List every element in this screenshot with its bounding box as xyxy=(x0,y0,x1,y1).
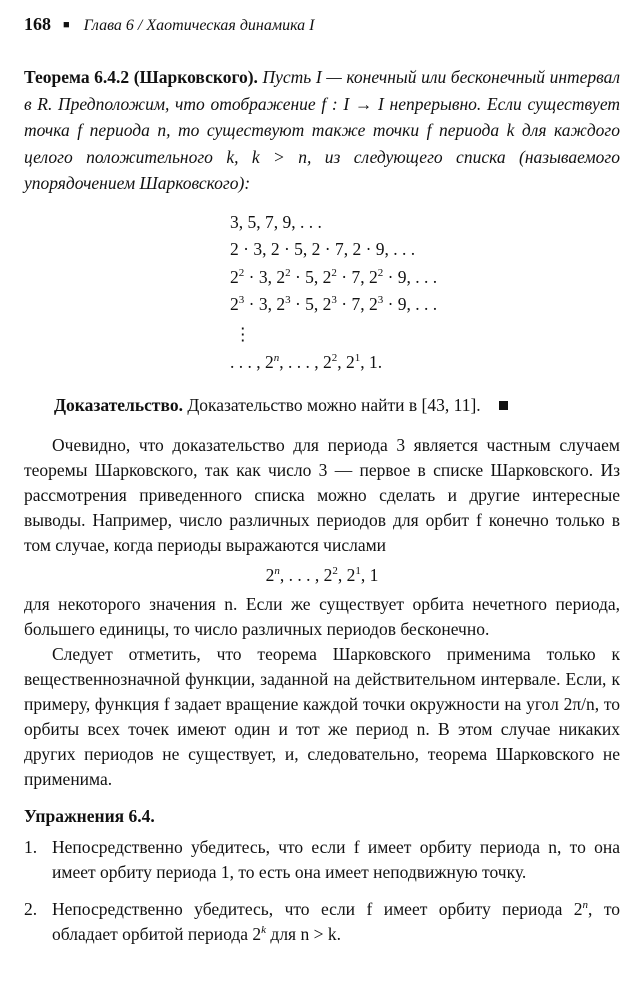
exercise-text: Непосредственно убедитесь, что если f имеет орбиту периода n, то она имеет орбиту периода 1, то есть она имеет неподвижную точку. xyxy=(52,836,620,882)
display-formula: 2$^n$, . . . , $2^2$, $2^1$, 1 xyxy=(265,564,379,585)
ordering-line-4: $2^3 \cdot 3$, $2^3 \cdot 5$, $2^3 \cdot 7$, $2^3 \cdot 9$, . . . xyxy=(230,294,438,314)
exercise-list xyxy=(24,835,620,947)
chapter-title: Глава 6 / Хаотическая динамика I xyxy=(83,17,315,34)
proof-heading: Доказательство. xyxy=(54,395,183,415)
theorem-heading: Теорема 6.4.2 (Шарковского). xyxy=(24,67,258,87)
vertical-dots: ⋮ xyxy=(234,323,252,344)
theorem-6-4-2 xyxy=(24,64,620,197)
book-page xyxy=(24,14,620,959)
ordering-line-1: 3, 5, 7, 9, . . . xyxy=(230,211,322,232)
exercise-item xyxy=(24,835,620,885)
running-head xyxy=(24,14,620,40)
sharkovsky-ordering xyxy=(230,209,620,377)
qed-square-icon xyxy=(499,401,508,410)
proof xyxy=(54,392,620,419)
ordering-line-3: $2^2 \cdot 3$, $2^2 \cdot 5$, $2^2 \cdot 7$, $2^2 \cdot 9$, . . . xyxy=(230,266,438,287)
exercise-item xyxy=(24,897,620,947)
exercise-number: 2. xyxy=(24,898,38,919)
separator-square-icon: ■ xyxy=(63,19,70,31)
ordering-line-5: . . . , 2$^n$, . . . , $2^2$, $2^1$, 1. xyxy=(230,351,383,372)
theorem-text: Пусть I — конечный или бесконечный интервал в R. Предположим, что отображение f : I → I непрерывно. Если существует точка f периода n, то существуют также точки f периода k для каждого целого положительного k, k > n, из следующего списка (называемого упорядочением Шарковского): xyxy=(24,67,621,193)
paragraph-3: Следует отметить, что теорема Шарковского применима только к вещественнозначной функции, заданной на действительном интервале. Если, к примеру, функция f задает вращение каждой точки окружности на угол 2π/n, то орбиты всех точек имеют один и тот же период n. В этом случае никаких других периодов не существует, и, следовательно, теорема Шарковского не применима. xyxy=(24,643,620,789)
exercise-number: 1. xyxy=(24,836,38,857)
exercises-title: Упражнения 6.4. xyxy=(24,805,155,826)
exercise-text: Непосредственно убедитесь, что если f имеет орбиту периода 2$^n$, то обладает орбитой периода 2$^k$ для n > k. xyxy=(52,898,621,944)
paragraph-2: для некоторого значения n. Если же существует орбита нечетного периода, большего единицы, то число различных периодов бесконечно. xyxy=(24,593,620,639)
proof-text: Доказательство можно найти в [43, 11]. xyxy=(187,395,481,415)
page-number: 168 xyxy=(24,14,51,34)
paragraph-1: Очевидно, что доказательство для периода 3 является частным случаем теоремы Шарковского, так как число 3 — первое в списке Шарковского. Из рассмотрения приведенного списка можно сделать и другие интересные выводы. Например, число различных периодов для орбит f конечно только в том случае, когда периоды выражаются числами xyxy=(24,434,620,555)
ordering-line-2: 2 · 3, 2 · 5, 2 · 7, 2 · 9, . . . xyxy=(230,239,416,259)
